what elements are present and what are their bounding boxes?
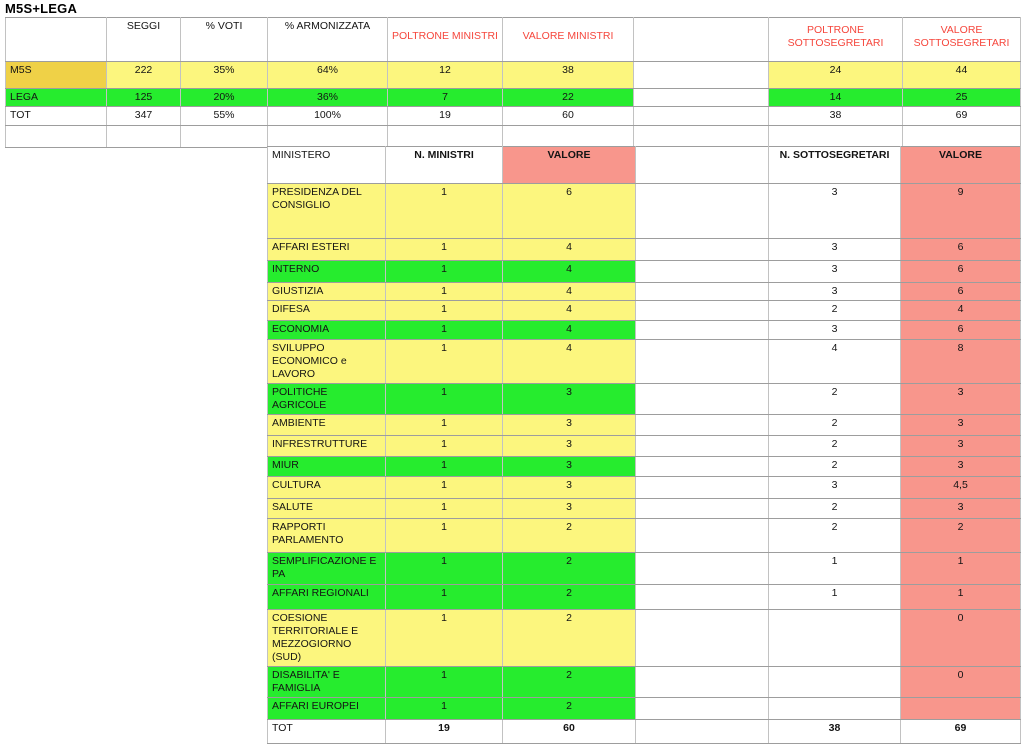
ministry-row <box>268 184 1021 239</box>
ministry-cell-n_ministri[interactable]: 1 <box>386 698 503 720</box>
ministry-cell-gap[interactable] <box>636 610 769 667</box>
summary-cell-gap[interactable] <box>634 107 769 126</box>
ministry-cell-n_sottosegretari[interactable]: 3 <box>769 283 901 301</box>
summary-cell-valore_sottosegretari[interactable]: 69 <box>903 107 1021 126</box>
ministries-total-n_ministri[interactable]: 19 <box>386 720 503 744</box>
summary-empty-cell[interactable] <box>268 126 388 148</box>
ministry-cell-n_sottosegretari[interactable]: 3 <box>769 477 901 499</box>
ministry-cell-valore_sottosegretari[interactable]: 6 <box>901 261 1021 283</box>
summary-empty-cell[interactable] <box>769 126 903 148</box>
ministry-cell-n_sottosegretari[interactable]: 2 <box>769 415 901 436</box>
ministry-cell-gap[interactable] <box>636 499 769 519</box>
ministry-cell-gap[interactable] <box>636 283 769 301</box>
summary-cell-armonizzata[interactable]: 64% <box>268 62 388 89</box>
summary-cell-label[interactable]: LEGA <box>6 89 107 107</box>
summary-cell-poltrone_sottosegretari[interactable]: 14 <box>769 89 903 107</box>
summary-cell-valore_sottosegretari[interactable]: 44 <box>903 62 1021 89</box>
summary-empty-cell[interactable] <box>181 126 268 148</box>
summary-empty-cell[interactable] <box>6 126 107 148</box>
summary-row-tot <box>6 107 1021 126</box>
ministry-row <box>268 340 1021 384</box>
summary-header-4[interactable]: POLTRONE MINISTRI <box>388 18 503 62</box>
ministry-cell-valore_ministri[interactable]: 4 <box>503 321 636 340</box>
ministry-cell-name[interactable]: INTERNO <box>268 261 386 283</box>
ministry-row <box>268 585 1021 610</box>
summary-header-6[interactable] <box>634 18 769 62</box>
summary-cell-poltrone_sottosegretari[interactable]: 24 <box>769 62 903 89</box>
ministry-cell-n_sottosegretari[interactable] <box>769 610 901 667</box>
ministry-cell-n_sottosegretari[interactable]: 3 <box>769 184 901 239</box>
ministry-cell-gap[interactable] <box>636 384 769 415</box>
ministry-row <box>268 667 1021 698</box>
ministry-row <box>268 553 1021 585</box>
summary-header-row <box>6 18 1021 62</box>
ministry-row <box>268 239 1021 261</box>
ministry-cell-valore_ministri[interactable]: 2 <box>503 667 636 698</box>
ministry-cell-valore_sottosegretari[interactable]: 9 <box>901 184 1021 239</box>
ministry-cell-gap[interactable] <box>636 239 769 261</box>
ministries-total-gap[interactable] <box>636 720 769 744</box>
ministry-cell-n_sottosegretari[interactable]: 3 <box>769 321 901 340</box>
ministry-cell-valore_sottosegretari[interactable]: 0 <box>901 610 1021 667</box>
ministry-cell-n_sottosegretari[interactable] <box>769 667 901 698</box>
ministry-cell-valore_sottosegretari[interactable]: 3 <box>901 436 1021 457</box>
ministry-cell-name[interactable]: SEMPLIFICAZIONE E PA <box>268 553 386 585</box>
ministry-cell-valore_sottosegretari[interactable]: 3 <box>901 499 1021 519</box>
ministry-row <box>268 519 1021 553</box>
ministry-row <box>268 283 1021 301</box>
ministry-cell-n_sottosegretari[interactable]: 1 <box>769 585 901 610</box>
summary-cell-label[interactable]: TOT <box>6 107 107 126</box>
ministry-cell-n_ministri[interactable]: 1 <box>386 321 503 340</box>
ministry-cell-gap[interactable] <box>636 457 769 477</box>
summary-header-3[interactable]: % ARMONIZZATA <box>268 18 388 62</box>
ministry-cell-valore_sottosegretari[interactable]: 6 <box>901 239 1021 261</box>
ministry-row <box>268 610 1021 667</box>
ministry-cell-name[interactable]: GIUSTIZIA <box>268 283 386 301</box>
ministry-cell-valore_ministri[interactable]: 4 <box>503 261 636 283</box>
ministry-cell-name[interactable]: CULTURA <box>268 477 386 499</box>
ministries-header-2[interactable]: VALORE <box>503 147 636 184</box>
ministry-cell-valore_sottosegretari[interactable]: 1 <box>901 585 1021 610</box>
ministries-total-n_sottosegretari[interactable]: 38 <box>769 720 901 744</box>
summary-cell-seggi[interactable]: 125 <box>107 89 181 107</box>
ministry-cell-gap[interactable] <box>636 698 769 720</box>
ministry-cell-gap[interactable] <box>636 553 769 585</box>
summary-empty-row <box>6 126 1021 148</box>
ministry-cell-gap[interactable] <box>636 477 769 499</box>
ministry-cell-gap[interactable] <box>636 436 769 457</box>
ministry-row <box>268 457 1021 477</box>
ministry-cell-valore_ministri[interactable]: 2 <box>503 610 636 667</box>
ministry-cell-n_sottosegretari[interactable]: 2 <box>769 384 901 415</box>
ministry-cell-n_ministri[interactable]: 1 <box>386 239 503 261</box>
ministry-cell-gap[interactable] <box>636 667 769 698</box>
ministry-cell-n_sottosegretari[interactable]: 2 <box>769 499 901 519</box>
summary-header-7[interactable]: POLTRONE SOTTOSEGRETARI <box>769 18 903 62</box>
summary-cell-valore_sottosegretari[interactable]: 25 <box>903 89 1021 107</box>
summary-header-1[interactable]: SEGGI <box>107 18 181 62</box>
summary-cell-valore_ministri[interactable]: 38 <box>503 62 634 89</box>
ministry-cell-valore_ministri[interactable]: 4 <box>503 301 636 321</box>
ministry-cell-n_sottosegretari[interactable]: 2 <box>769 519 901 553</box>
ministry-cell-n_ministri[interactable]: 1 <box>386 457 503 477</box>
summary-cell-poltrone_ministri[interactable]: 7 <box>388 89 503 107</box>
ministry-cell-valore_ministri[interactable]: 2 <box>503 519 636 553</box>
ministry-cell-n_sottosegretari[interactable]: 2 <box>769 457 901 477</box>
ministry-cell-n_ministri[interactable]: 1 <box>386 283 503 301</box>
ministries-total-valore_sottosegretari[interactable]: 69 <box>901 720 1021 744</box>
ministry-cell-valore_sottosegretari[interactable]: 3 <box>901 415 1021 436</box>
ministry-cell-valore_sottosegretari[interactable]: 6 <box>901 283 1021 301</box>
summary-cell-seggi[interactable]: 222 <box>107 62 181 89</box>
summary-cell-seggi[interactable]: 347 <box>107 107 181 126</box>
ministry-cell-valore_ministri[interactable]: 2 <box>503 698 636 720</box>
ministry-cell-name[interactable]: AMBIENTE <box>268 415 386 436</box>
summary-cell-valore_ministri[interactable]: 22 <box>503 89 634 107</box>
ministry-cell-n_ministri[interactable]: 1 <box>386 436 503 457</box>
summary-cell-armonizzata[interactable]: 36% <box>268 89 388 107</box>
summary-empty-cell[interactable] <box>903 126 1021 148</box>
ministry-cell-name[interactable]: RAPPORTI PARLAMENTO <box>268 519 386 553</box>
ministries-total-label[interactable]: TOT <box>268 720 386 744</box>
ministry-cell-valore_sottosegretari[interactable]: 2 <box>901 519 1021 553</box>
ministry-cell-n_ministri[interactable]: 1 <box>386 415 503 436</box>
ministry-cell-valore_sottosegretari[interactable]: 6 <box>901 321 1021 340</box>
summary-cell-poltrone_sottosegretari[interactable]: 38 <box>769 107 903 126</box>
ministry-row <box>268 384 1021 415</box>
ministry-cell-n_sottosegretari[interactable]: 3 <box>769 261 901 283</box>
ministry-row <box>268 477 1021 499</box>
ministry-cell-valore_ministri[interactable]: 3 <box>503 477 636 499</box>
ministry-row <box>268 321 1021 340</box>
summary-cell-voti[interactable]: 35% <box>181 62 268 89</box>
ministry-cell-n_ministri[interactable]: 1 <box>386 667 503 698</box>
summary-empty-cell[interactable] <box>388 126 503 148</box>
ministry-row <box>268 499 1021 519</box>
ministry-cell-valore_ministri[interactable]: 2 <box>503 553 636 585</box>
ministry-cell-name[interactable]: POLITICHE AGRICOLE <box>268 384 386 415</box>
ministry-cell-name[interactable]: DIFESA <box>268 301 386 321</box>
ministry-cell-n_ministri[interactable]: 1 <box>386 340 503 384</box>
ministry-cell-n_sottosegretari[interactable]: 1 <box>769 553 901 585</box>
ministry-cell-n_ministri[interactable]: 1 <box>386 261 503 283</box>
ministries-table <box>267 146 1021 744</box>
coalition-summary-table <box>5 17 1021 148</box>
ministry-cell-name[interactable]: SALUTE <box>268 499 386 519</box>
ministry-cell-name[interactable]: MIUR <box>268 457 386 477</box>
ministry-cell-gap[interactable] <box>636 340 769 384</box>
ministry-cell-valore_ministri[interactable]: 4 <box>503 239 636 261</box>
ministry-cell-valore_sottosegretari[interactable]: 3 <box>901 384 1021 415</box>
ministry-cell-gap[interactable] <box>636 519 769 553</box>
ministry-cell-valore_ministri[interactable]: 3 <box>503 415 636 436</box>
ministries-header-3[interactable] <box>636 147 769 184</box>
ministry-cell-valore_ministri[interactable]: 3 <box>503 384 636 415</box>
ministry-cell-gap[interactable] <box>636 184 769 239</box>
ministry-cell-gap[interactable] <box>636 585 769 610</box>
summary-cell-label[interactable]: M5S <box>6 62 107 89</box>
ministry-cell-name[interactable]: SVILUPPO ECONOMICO e LAVORO <box>268 340 386 384</box>
ministry-cell-name[interactable]: INFRESTRUTTURE <box>268 436 386 457</box>
ministry-cell-valore_ministri[interactable]: 3 <box>503 499 636 519</box>
ministries-header-5[interactable]: VALORE <box>901 147 1021 184</box>
ministries-header-4[interactable]: N. SOTTOSEGRETARI <box>769 147 901 184</box>
ministries-total-row <box>268 720 1021 744</box>
summary-header-2[interactable]: % VOTI <box>181 18 268 62</box>
ministry-cell-n_ministri[interactable]: 1 <box>386 184 503 239</box>
summary-cell-voti[interactable]: 20% <box>181 89 268 107</box>
summary-cell-poltrone_ministri[interactable]: 12 <box>388 62 503 89</box>
summary-empty-cell[interactable] <box>503 126 634 148</box>
summary-row-m5s <box>6 62 1021 89</box>
ministry-cell-valore_sottosegretari[interactable]: 4 <box>901 301 1021 321</box>
summary-cell-poltrone_ministri[interactable]: 19 <box>388 107 503 126</box>
ministry-cell-n_ministri[interactable]: 1 <box>386 477 503 499</box>
ministry-row <box>268 415 1021 436</box>
ministry-cell-valore_sottosegretari[interactable]: 1 <box>901 553 1021 585</box>
ministry-cell-valore_ministri[interactable]: 3 <box>503 457 636 477</box>
ministry-row <box>268 301 1021 321</box>
summary-header-5[interactable]: VALORE MINISTRI <box>503 18 634 62</box>
ministry-cell-n_sottosegretari[interactable]: 2 <box>769 436 901 457</box>
ministry-cell-n_ministri[interactable]: 1 <box>386 301 503 321</box>
summary-cell-voti[interactable]: 55% <box>181 107 268 126</box>
ministry-cell-n_sottosegretari[interactable]: 2 <box>769 301 901 321</box>
summary-empty-cell[interactable] <box>107 126 181 148</box>
ministry-cell-valore_ministri[interactable]: 4 <box>503 340 636 384</box>
ministry-cell-name[interactable]: ECONOMIA <box>268 321 386 340</box>
ministry-cell-valore_sottosegretari[interactable]: 0 <box>901 667 1021 698</box>
ministries-total-valore_ministri[interactable]: 60 <box>503 720 636 744</box>
ministry-cell-n_ministri[interactable]: 1 <box>386 585 503 610</box>
ministry-cell-name[interactable]: AFFARI REGIONALI <box>268 585 386 610</box>
sheet-title: M5S+LEGA <box>5 1 78 16</box>
ministries-header-1[interactable]: N. MINISTRI <box>386 147 503 184</box>
ministry-cell-gap[interactable] <box>636 415 769 436</box>
summary-header-0[interactable] <box>6 18 107 62</box>
summary-cell-gap[interactable] <box>634 62 769 89</box>
ministry-cell-valore_ministri[interactable]: 4 <box>503 283 636 301</box>
summary-row-lega <box>6 89 1021 107</box>
ministry-row <box>268 698 1021 720</box>
ministry-cell-valore_ministri[interactable]: 2 <box>503 585 636 610</box>
ministry-cell-n_ministri[interactable]: 1 <box>386 499 503 519</box>
ministry-cell-valore_ministri[interactable]: 3 <box>503 436 636 457</box>
ministry-cell-name[interactable]: DISABILITA' E FAMIGLIA <box>268 667 386 698</box>
ministry-cell-valore_ministri[interactable]: 6 <box>503 184 636 239</box>
ministry-cell-n_sottosegretari[interactable] <box>769 698 901 720</box>
ministry-row <box>268 436 1021 457</box>
ministry-cell-gap[interactable] <box>636 321 769 340</box>
summary-empty-cell[interactable] <box>634 126 769 148</box>
ministry-cell-valore_sottosegretari[interactable]: 3 <box>901 457 1021 477</box>
ministry-cell-name[interactable]: PRESIDENZA DEL CONSIGLIO <box>268 184 386 239</box>
ministries-header-0[interactable]: MINISTERO <box>268 147 386 184</box>
ministry-cell-n_ministri[interactable]: 1 <box>386 384 503 415</box>
ministry-cell-n_sottosegretari[interactable]: 4 <box>769 340 901 384</box>
ministries-header-row <box>268 147 1021 184</box>
ministry-cell-n_sottosegretari[interactable]: 3 <box>769 239 901 261</box>
ministry-row <box>268 261 1021 283</box>
ministry-cell-valore_sottosegretari[interactable]: 8 <box>901 340 1021 384</box>
ministry-cell-gap[interactable] <box>636 261 769 283</box>
ministry-cell-n_ministri[interactable]: 1 <box>386 553 503 585</box>
ministry-cell-name[interactable]: AFFARI EUROPEI <box>268 698 386 720</box>
summary-cell-valore_ministri[interactable]: 60 <box>503 107 634 126</box>
ministry-cell-valore_sottosegretari[interactable] <box>901 698 1021 720</box>
summary-header-8[interactable]: VALORE SOTTOSEGRETARI <box>903 18 1021 62</box>
ministry-cell-n_ministri[interactable]: 1 <box>386 519 503 553</box>
ministry-cell-name[interactable]: COESIONE TERRITORIALE E MEZZOGIORNO (SUD) <box>268 610 386 667</box>
summary-cell-armonizzata[interactable]: 100% <box>268 107 388 126</box>
ministry-cell-valore_sottosegretari[interactable]: 4,5 <box>901 477 1021 499</box>
summary-cell-gap[interactable] <box>634 89 769 107</box>
ministry-cell-name[interactable]: AFFARI ESTERI <box>268 239 386 261</box>
ministry-cell-n_ministri[interactable]: 1 <box>386 610 503 667</box>
ministry-cell-gap[interactable] <box>636 301 769 321</box>
